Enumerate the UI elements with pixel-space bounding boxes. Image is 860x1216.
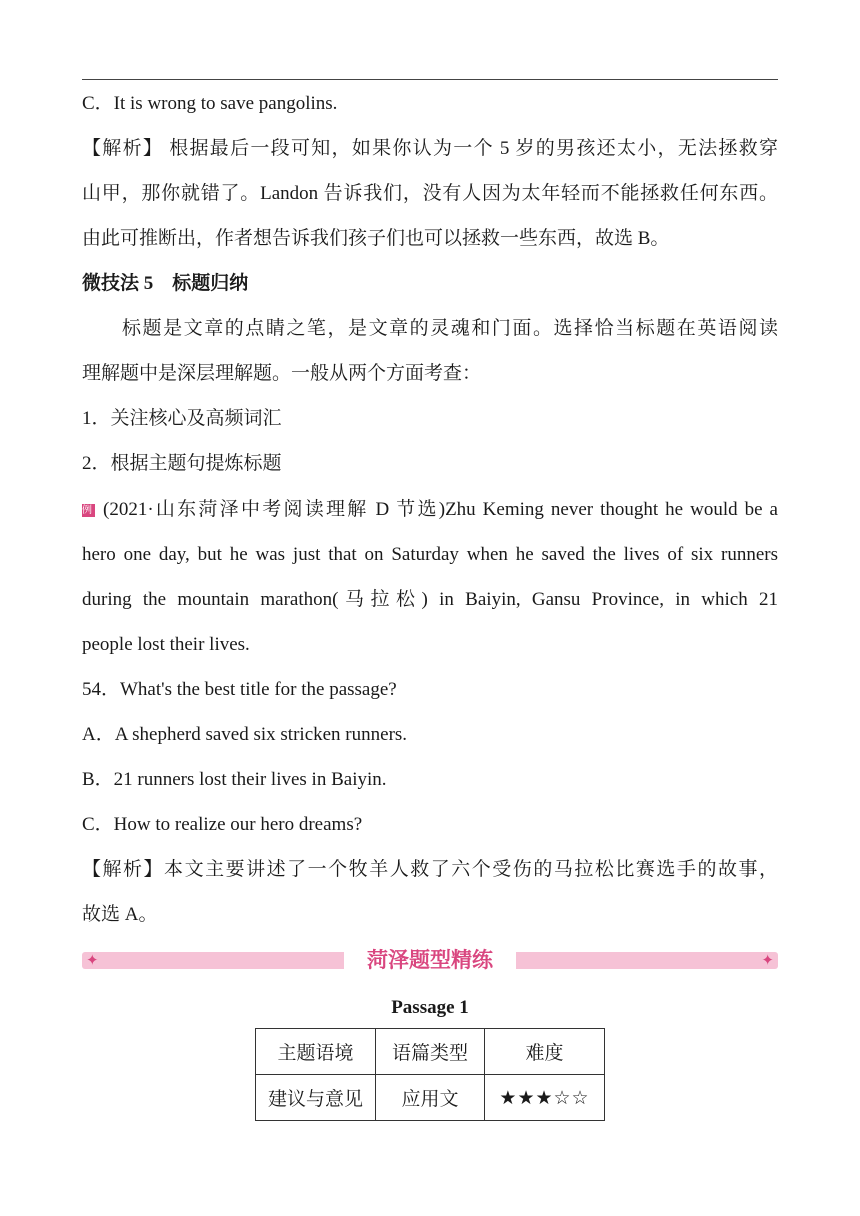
- header-genre: 语篇类型: [376, 1029, 485, 1075]
- example-line-3: during the mountain marathon(马拉松) in Baiyin, Gansu Province, in which 21: [82, 589, 778, 610]
- intro-line-1: 标题是文章的点睛之笔，是文章的灵魂和门面。选择恰当标题在英语阅读: [122, 318, 778, 339]
- option-a: A．A shepherd saved six stricken runners.: [82, 724, 408, 745]
- example-line-1: [82, 497, 778, 523]
- question-54: 54．What's the best title for the passage?: [82, 679, 397, 700]
- point-1: 1．关注核心及高频词汇: [82, 408, 282, 429]
- analysis-2-line-2: 故选 A。: [82, 904, 158, 925]
- cell-difficulty-stars: ★★★☆☆: [485, 1075, 605, 1121]
- analysis-1-line-1: 【解析】 根据最后一段可知，如果你认为一个 5 岁的男孩还太小，无法拯救穿: [82, 138, 778, 159]
- option-c: C．How to realize our hero dreams?: [82, 814, 363, 835]
- analysis-1-line-3: 由此可推断出，作者想告诉我们孩子们也可以拯救一些东西，故选 B。: [82, 228, 670, 249]
- banner-bar-left: [82, 952, 344, 969]
- passage-title: Passage 1: [391, 997, 469, 1018]
- table-header-row: [256, 1029, 605, 1075]
- passage-info-table: [255, 1028, 605, 1121]
- header-theme: 主题语境: [256, 1029, 376, 1075]
- table-row: [256, 1075, 605, 1121]
- example-line-4: people lost their lives.: [82, 634, 250, 655]
- star-left-icon: ✦: [86, 951, 99, 969]
- cell-theme: 建议与意见: [256, 1075, 376, 1121]
- banner-title: 菏泽题型精练: [367, 948, 493, 972]
- example-text-1: (2021·山东菏泽中考阅读理解 D 节选)Zhu Keming never thought he would be a: [103, 499, 778, 520]
- example-line-2: hero one day, but he was just that on Saturday when he saved the lives of six runners: [82, 544, 778, 565]
- cell-genre: 应用文: [376, 1075, 485, 1121]
- star-right-icon: ✦: [761, 951, 774, 969]
- option-b: B．21 runners lost their lives in Baiyin.: [82, 769, 387, 790]
- section-heading: 微技法 5 标题归纳: [82, 273, 249, 294]
- point-2: 2．根据主题句提炼标题: [82, 453, 282, 474]
- prev-option-c: C．It is wrong to save pangolins.: [82, 93, 338, 114]
- analysis-1-line-2: 山甲，那你就错了。Landon 告诉我们，没有人因为太年轻而不能拯救任何东西。: [82, 183, 778, 204]
- section-banner: [82, 948, 778, 972]
- header-difficulty: 难度: [485, 1029, 605, 1075]
- top-rule: [82, 79, 778, 80]
- analysis-2-line-1: 【解析】本文主要讲述了一个牧羊人救了六个受伤的马拉松比赛选手的故事，: [82, 859, 778, 880]
- example-tag-icon: 例: [82, 504, 95, 517]
- intro-line-2: 理解题中是深层理解题。一般从两个方面考查：: [82, 363, 482, 384]
- banner-bar-right: [516, 952, 778, 969]
